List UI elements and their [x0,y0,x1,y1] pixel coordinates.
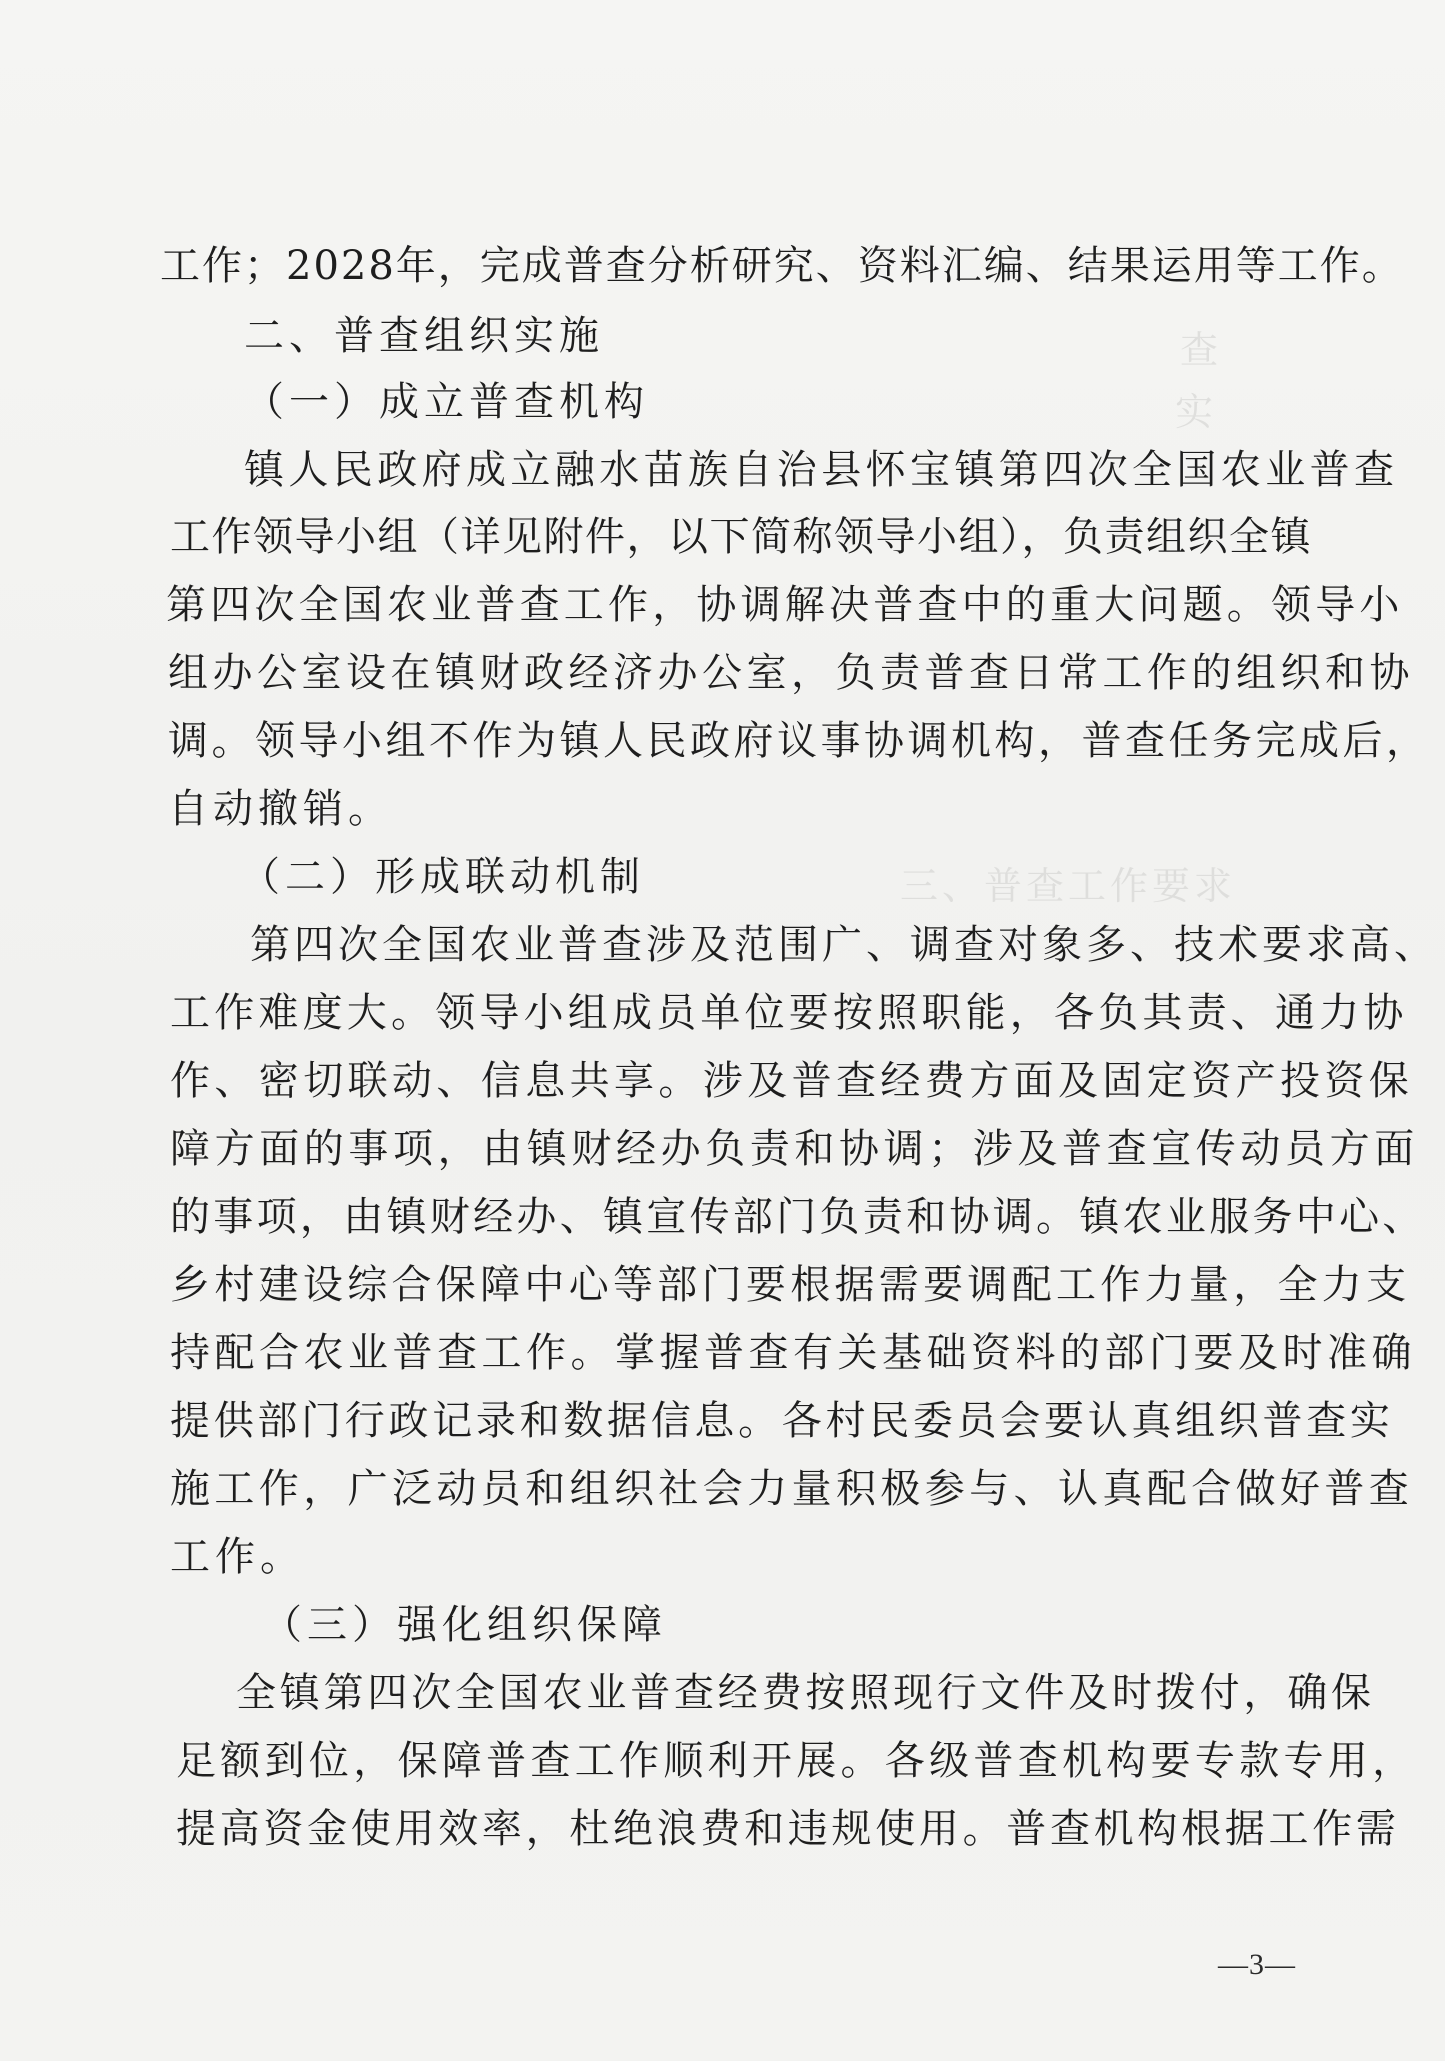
bleed-through-text: 查 [1180,328,1223,372]
body-line: 第四次全国农业普查工作，协调解决普查中的重大问题。领导小 [166,582,1404,628]
bleed-through-text: 实 [1175,390,1218,434]
body-line: 工作。 [170,1534,305,1580]
body-line: 持配合农业普查工作。掌握普查有关基础资料的部门要及时准确 [170,1330,1416,1376]
body-line: 工作难度大。领导小组成员单位要按照职能，各负其责、通力协 [170,990,1408,1036]
body-line: 镇人民政府成立融水苗族自治县怀宝镇第四次全国农业普查 [244,447,1399,493]
body-line: 作、密切联动、信息共享。涉及普查经费方面及固定资产投资保 [170,1058,1414,1104]
page-number: —3— [1218,1948,1296,1981]
body-line: 组办公室设在镇财政经济办公室，负责普查日常工作的组织和协 [168,650,1414,696]
bleed-through-text: 三、普查工作要求 [900,864,1237,908]
body-line: 工作领导小组（详见附件，以下简称领导小组），负责组织全镇 [170,514,1312,560]
subsection-heading: （三）强化组织保障 [262,1602,667,1648]
body-line: 施工作，广泛动员和组织社会力量积极参与、认真配合做好普查 [170,1466,1414,1512]
body-line: 第四次全国农业普查涉及范围广、调查对象多、技术要求高、 [250,922,1438,968]
body-line: 调。领导小组不作为镇人民政府议事协调机构，普查任务完成后， [168,718,1430,764]
body-line: 自动撤销。 [168,786,393,832]
subsection-heading: （一）成立普查机构 [244,379,649,425]
body-line: 工作；2028年，完成普查分析研究、资料汇编、结果运用等工作。 [160,243,1404,289]
body-line: 障方面的事项，由镇财经办负责和协调；涉及普查宣传动员方面 [170,1126,1419,1172]
body-line: 乡村建设综合保障中心等部门要根据需要调配工作力量，全力支 [170,1262,1411,1308]
subsection-heading: （二）形成联动机制 [240,854,645,900]
body-line: 的事项，由镇财经办、镇宣传部门负责和协调。镇农业服务中心、 [170,1194,1426,1240]
body-line: 全镇第四次全国农业普查经费按照现行文件及时拨付，确保 [236,1670,1375,1716]
section-heading: 二、普查组织实施 [244,313,604,359]
body-line: 足额到位，保障普查工作顺利开展。各级普查机构要专款专用， [176,1738,1417,1784]
body-line: 提供部门行政记录和数据信息。各村民委员会要认真组织普查实 [170,1398,1394,1444]
body-line: 提高资金使用效率，杜绝浪费和违规使用。普查机构根据工作需 [176,1806,1400,1852]
